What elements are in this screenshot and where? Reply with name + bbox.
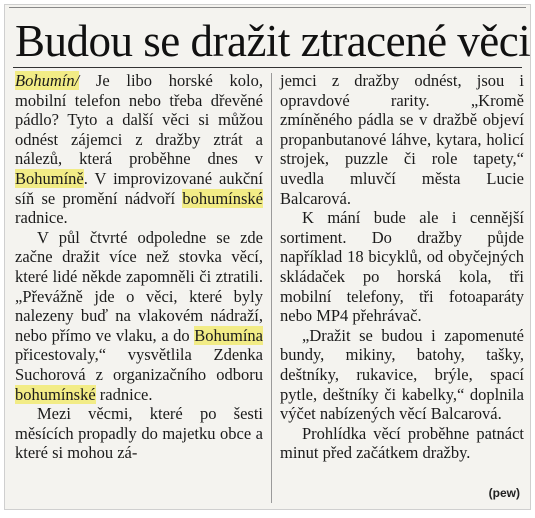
article-column-right [280,71,524,463]
paragraph: K mání bude ale i cennější sortiment. Do dražby půjde například 18 bicyklů, od obyčejných skládaček po horská kola, tři mobilní telefony, tři fotoaparáty nebo MP4 přehrávač. [280,208,524,326]
top-rule [9,7,526,8]
newspaper-clipping [4,4,531,510]
headline: Budou se dražit ztracené věci [15,16,531,66]
author-signature: (pew) [488,486,520,500]
paragraph-text: přicestovaly,“ vysvětlila Zdenka Suchorová z organizačního odboru [15,345,263,384]
highlighted-place: Bohumíně [15,168,84,188]
paragraph: „Dražit se budou i zapomenuté bundy, mikiny, batohy, tašky, deštníky, rukavice, brýle, spací pytle, deštníky či kabelky,“ doplnila výčet nabízených věcí Balcarová. [280,325,524,424]
paragraph: Prohlídka věcí proběhne patnáct minut před začátkem dražby. [280,423,524,463]
paragraph [15,71,263,228]
column-divider [271,73,272,503]
paragraph [15,228,263,404]
paragraph: jemci z dražby odnést, jsou i opravdové rarity. „Kromě zmíněného pádla se v dražbě objeví propanbutanové láhve, kytara, holicí strojek, puzzle či role tapety,“ uvedla mluvčí města Lucie Balcarová. [280,71,524,208]
highlighted-place: bohumínské [182,188,263,208]
paragraph-text: radnice. [15,208,68,228]
highlighted-place: bohumínské [15,384,96,404]
paragraph-text: . V improvizované aukční síň se promění nádvoří [15,168,263,208]
paragraph-text: Je libo horské kolo, mobilní telefon nebo třeba dřevěné pádlo? Tyto a další věci si můžou odnést zájemci z dražby ztrát a nálezů, která proběhne dnes v [15,71,263,169]
paragraph-text: V půl čtvrté odpoledne se zde začne dražit více než stovka věcí, které lidé někde zapomněli či ztratili. „Převážně jde o věci, které byly nalezeny buď na vlakovém nádraží, nebo přímo ve vlaku, a do [15,227,263,345]
dateline-place: Bohumín/ [15,71,80,90]
paragraph: Mezi věcmi, které po šesti měsících propadly do majetku obce a které si mohou zá- [15,404,263,463]
article-column-left [15,71,263,463]
paragraph-text: radnice. [95,384,153,404]
highlighted-place: Bohumína [194,325,263,345]
headline-rule [13,67,522,68]
